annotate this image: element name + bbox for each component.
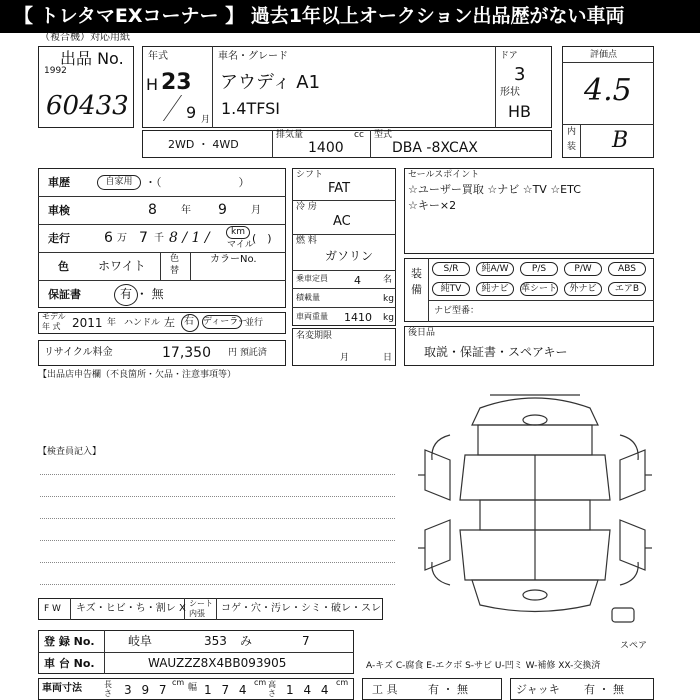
inspection-year-unit: 年: [181, 205, 191, 216]
chassis-label: 車 台 No.: [44, 657, 95, 670]
parallel-import: 並行: [245, 318, 264, 328]
score-value: 4.5: [584, 73, 632, 108]
interior-label-1: 内: [567, 127, 577, 137]
lot-label: 出品 No.: [60, 49, 124, 68]
model-code-label: 型式: [374, 130, 393, 140]
jack-value: 有 ・ 無: [584, 683, 624, 696]
name-change-month: 月: [340, 353, 350, 363]
equipment-option: 純ナビ: [476, 282, 514, 296]
equipment-option: 革シート: [521, 284, 558, 294]
inspection-year: 8: [148, 202, 157, 218]
chassis-number: WAUZZZ8X4BB093905: [148, 656, 287, 670]
length-unit: cm: [172, 678, 185, 687]
mileage-sen: 7: [139, 230, 148, 246]
door-count: 3: [514, 64, 526, 85]
interior-label-2: 装: [567, 142, 577, 152]
banner-text: 【 トレタマEXコーナー 】 過去1年以上オークション出品歴がない車両: [14, 5, 625, 27]
load-label: 積載量: [296, 293, 320, 302]
capacity-label: 乗車定員: [296, 274, 328, 283]
length-value: 3 9 7: [124, 683, 170, 697]
mileage-unit: km: [226, 226, 250, 239]
model-year-unit: 年: [107, 318, 117, 328]
fuel-value: ガソリン: [325, 249, 374, 263]
capacity-value: 4: [354, 274, 361, 287]
width-unit: cm: [254, 678, 267, 687]
mileage-unit-mile: マイル: [227, 240, 254, 250]
tools-label: 工 具: [372, 683, 398, 696]
equipment-label-2: 備: [411, 283, 422, 296]
displacement-unit: cc: [354, 130, 364, 140]
accessory-value: 取説・保証書・スペアキー: [424, 345, 568, 359]
sales-point-line-2: ☆キー×2: [408, 199, 457, 212]
mileage-paren: ( ): [252, 232, 272, 245]
weight-unit: kg: [383, 313, 394, 323]
fw-label: F W: [44, 604, 61, 614]
seat-label-2: 内張: [189, 609, 205, 618]
model-year: 23: [161, 70, 192, 95]
grade: 1.4TFSI: [221, 99, 281, 118]
handle-value: 左: [164, 316, 175, 329]
registration-number: 7: [302, 634, 310, 648]
load-unit: kg: [383, 294, 394, 304]
inspection-month: 9: [218, 202, 227, 218]
seller-note-label: 【出品店申告欄（不良箇所・欠品・注意事項等）: [38, 370, 237, 380]
handle-label: ハンドル: [124, 318, 161, 328]
aircon-label: 冷 房: [296, 202, 317, 212]
history-circle: 自家用: [97, 175, 141, 190]
color-label: 色: [58, 260, 69, 273]
recycle-value: 17,350: [162, 345, 211, 361]
registration-label: 登 録 No.: [44, 635, 95, 648]
equipment-option: S/R: [432, 262, 470, 276]
name-change-day: 日: [383, 353, 393, 363]
sales-point-line-1: ☆ユーザー買取 ☆ナビ ☆TV ☆ETC: [408, 183, 581, 196]
equipment-option: P/S: [520, 262, 558, 276]
mileage-rest: 8 / 1 /: [169, 230, 210, 246]
equipment-option: P/W: [564, 262, 602, 276]
model-code: DBA -8XCAX: [392, 140, 478, 156]
shift-label: シフト: [296, 170, 324, 180]
lot-small-number: 1992: [44, 66, 67, 76]
recycle-label: リサイクル料金: [44, 347, 113, 358]
tools-value: 有 ・ 無: [428, 683, 468, 696]
month-unit: 月: [201, 115, 211, 125]
capacity-unit: 名: [383, 275, 393, 285]
warranty-value: 有 ・ 無: [120, 287, 164, 301]
equipment-option: 純A/W: [476, 262, 514, 276]
mileage-man: 6: [104, 230, 113, 246]
equipment-option: ABS: [608, 262, 646, 276]
jack-label: ジャッキ: [516, 683, 560, 696]
mileage-label: 走行: [48, 232, 70, 245]
length-label: 長 さ: [104, 680, 112, 698]
door-label: ドア: [500, 51, 518, 61]
color-no-label: カラーNo.: [210, 254, 257, 265]
shift-value: FAT: [328, 181, 351, 196]
sales-point-label: セールスポイント: [408, 170, 480, 180]
model-year-value: 2011: [72, 316, 103, 330]
fuel-label: 燃 料: [296, 236, 317, 246]
fw-value: キズ・ヒビ・ち・割レ X: [76, 603, 186, 614]
shape: HB: [508, 102, 532, 121]
car-name: アウディ A1: [220, 72, 321, 93]
name-change-label: 名変期限: [296, 331, 333, 341]
equipment-option: 外ナビ: [564, 282, 602, 296]
seat-label-1: シート: [189, 599, 213, 608]
registration-kana: み: [240, 634, 253, 648]
height-unit: cm: [336, 678, 349, 687]
history-label: 車歴: [48, 176, 70, 189]
dimensions-label: 車両寸法: [42, 683, 82, 694]
shape-label: 形状: [500, 87, 520, 98]
score-label: 評価点: [590, 50, 618, 60]
equipment-label-1: 装: [411, 267, 422, 280]
spare-label: スペア: [620, 641, 648, 651]
drive-type: 2WD ・ 4WD: [168, 138, 239, 151]
recycle-unit: 円 預託済: [228, 348, 267, 358]
lot-number: 60433: [46, 91, 129, 121]
registration-place: 岐阜: [128, 634, 153, 648]
aircon-value: AC: [333, 214, 351, 229]
form-subtitle: （複合機）対応用紙: [40, 32, 130, 43]
era: H: [146, 75, 159, 94]
interior-score: B: [612, 128, 629, 153]
displacement: 1400: [308, 140, 344, 156]
height-label: 高 さ: [268, 680, 276, 698]
car-damage-diagram: [410, 380, 660, 640]
inspection-month-unit: 月: [251, 205, 261, 216]
weight-label: 車両重量: [296, 312, 328, 321]
history-rest: ・（ ）: [145, 176, 250, 189]
equipment-option: エアB: [608, 282, 646, 296]
width-label: 幅: [188, 683, 198, 693]
dealer-circle: ディーラー: [203, 317, 248, 327]
seat-value: コゲ・穴・汚レ・シミ・破レ・スレ: [221, 603, 381, 614]
weight-value: 1410: [344, 311, 372, 324]
model-year-label-2: 年 式: [42, 322, 61, 331]
warranty-label: 保証書: [48, 288, 81, 301]
inspection-label: 車検: [48, 204, 70, 217]
month: 9: [186, 103, 197, 122]
width-value: 1 7 4: [204, 683, 250, 697]
inspector-label: 【検査員記入】: [38, 447, 102, 457]
damage-legend: A-キズ C-腐食 E-エクボ S-サビ U-凹ミ W-補修 XX-交換済: [366, 661, 601, 671]
color-value: ホワイト: [98, 259, 146, 273]
model-year-label-1: モデル: [42, 312, 66, 321]
equipment-option: 純TV: [432, 282, 470, 296]
navi-model-label: ナビ型番：: [434, 306, 480, 316]
handle-circle: 右: [184, 316, 194, 327]
year-label: 年式: [148, 51, 168, 62]
height-value: 1 4 4: [286, 683, 332, 697]
accessory-label: 後日品: [408, 328, 436, 338]
color-change-2: 替: [170, 266, 180, 276]
displacement-label: 排気量: [276, 130, 304, 140]
registration-class: 353: [204, 634, 227, 648]
color-change-1: 色: [170, 254, 180, 264]
car-name-label: 車名・グレード: [218, 51, 288, 62]
mileage-sen-unit: 千: [154, 233, 164, 244]
mileage-man-unit: 万: [117, 233, 127, 244]
